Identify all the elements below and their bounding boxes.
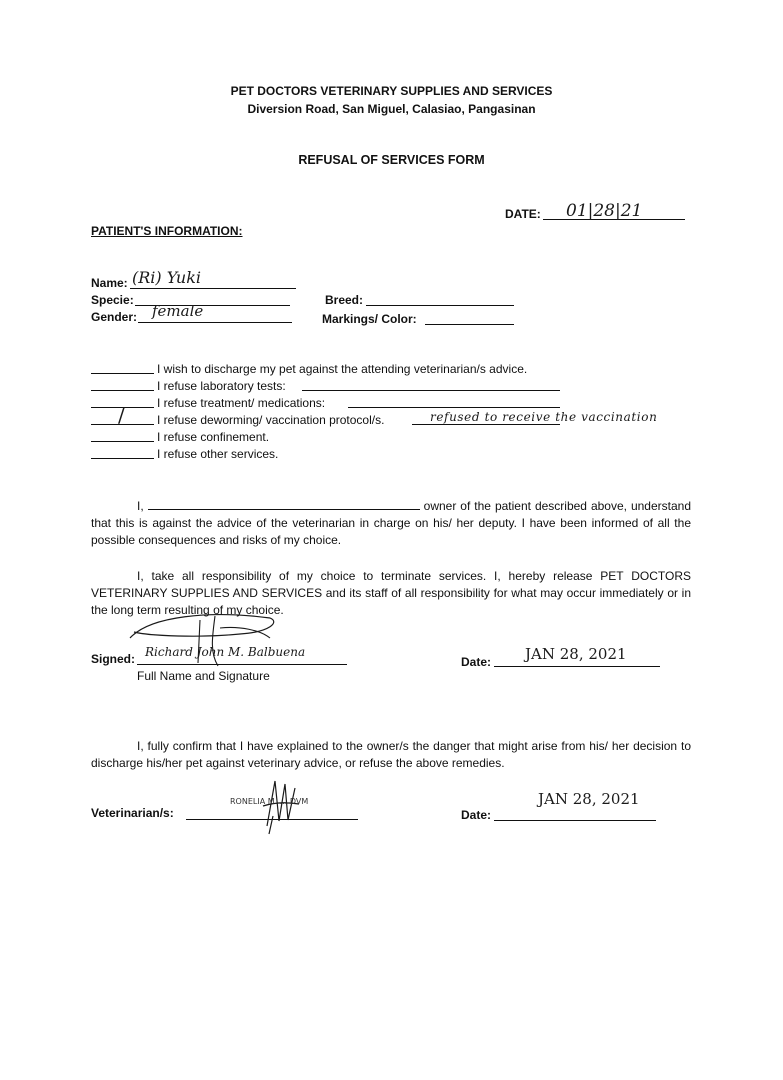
veterinarian-stamp: RONELIA M. ... DVM [230,797,309,806]
owner-signature-mark [120,608,290,668]
option-text: I wish to discharge my pet against the attending veterinarian/s advice. [157,362,528,376]
option-detail: refused to receive the vaccination [430,410,658,424]
option-check-line [91,458,154,459]
name-label: Name: [91,276,128,290]
date-value: 01|28|21 [566,201,643,221]
markings-line [425,324,514,325]
option-check-line [91,390,154,391]
specie-label: Specie: [91,293,134,307]
statement-prefix: I, [137,499,144,513]
gender-value: female [152,302,204,320]
signed-label: Signed: [91,652,135,666]
markings-label: Markings/ Color: [322,312,417,326]
statement-suffix: owner of the patient described above, understand that this is against the advice of the veterinarian in charge on his/ her deputy. I have been informed of all the possible consequences and risks of my choice. [91,499,691,547]
option-detail-line [412,424,560,425]
option-detail-line [348,407,560,408]
option-text: I refuse treatment/ medications: [157,396,326,410]
company-address: Diversion Road, San Miguel, Calasiao, Pangasinan [247,102,536,116]
veterinarian-label: Veterinarian/s: [91,806,174,820]
vet-date-line [494,820,656,821]
statement-3-text: I, fully confirm that I have explained to the owner/s the danger that might arise from his/ her decision to discharge his/her pet against veterinary advice, or refuse the above remedies. [91,739,691,770]
form-title: REFUSAL OF SERVICES FORM [298,153,485,167]
gender-label: Gender: [91,310,138,324]
breed-line [366,305,514,306]
signed-value: Richard John M. Balbuena [145,645,306,659]
option-text: I refuse other services. [157,447,279,461]
owner-date-label: Date: [461,655,492,669]
option-text: I refuse deworming/ vaccination protocol/s. [157,413,385,427]
signature-caption: Full Name and Signature [137,669,270,683]
breed-label: Breed: [325,293,364,307]
signed-line [137,664,347,665]
option-text: I refuse confinement. [157,430,270,444]
option-detail-line [302,390,560,391]
option-check-line [91,441,154,442]
vet-date-label: Date: [461,808,492,822]
option-check-line [91,373,154,374]
option-mark: / [118,403,125,427]
date-label: DATE: [505,207,541,221]
option-text: I refuse laboratory tests: [157,379,286,393]
company-name: PET DOCTORS VETERINARY SUPPLIES AND SERVICES [230,84,553,98]
owner-date-value: JAN 28, 2021 [525,645,627,663]
gender-line [138,322,292,323]
veterinarian-statement [91,738,691,772]
owner-name-blank [148,498,420,510]
statement-2-text: I, take all responsibility of my choice to terminate services. I, hereby release PET DOCTORS VETERINARY SUPPLIES AND SERVICES and its staff of all responsibility for what may occur immediately or in the long term resulting of my choice. [91,569,691,617]
owner-date-line [494,666,660,667]
patient-info-title: PATIENT'S INFORMATION: [91,224,243,238]
owner-statement [91,498,691,549]
veterinarian-signature-mark [255,776,305,836]
name-value: (Ri) Yuki [132,268,202,287]
name-line [130,288,296,289]
vet-date-value: JAN 28, 2021 [538,790,640,808]
